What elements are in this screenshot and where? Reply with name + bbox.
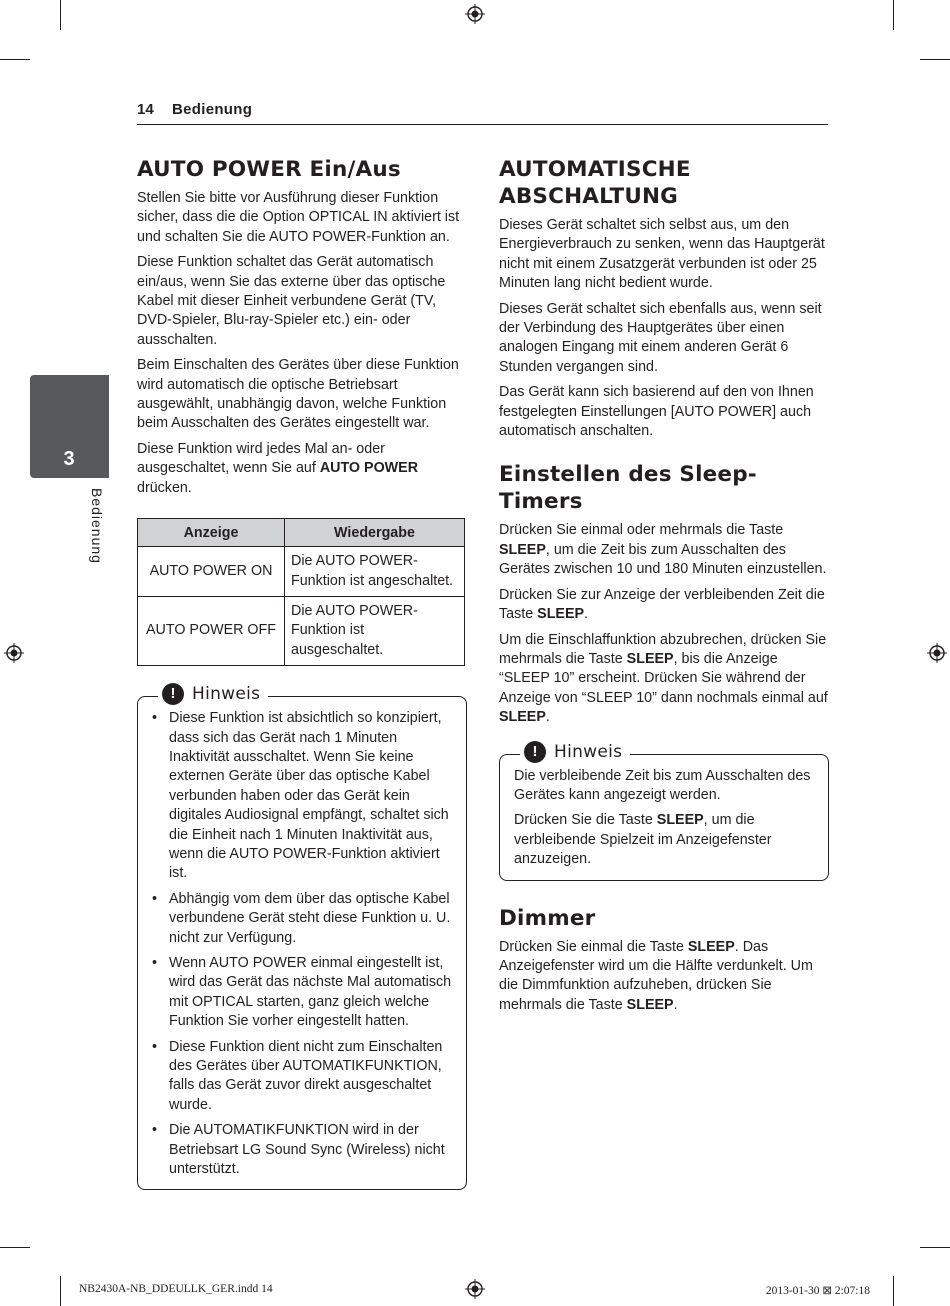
table-cell: AUTO POWER OFF [138, 597, 285, 666]
paragraph [499, 586, 829, 625]
paragraph: Die verbleibende Zeit bis zum Ausschalten des Gerätes kann angezeigt werden. [514, 767, 811, 803]
paragraph [499, 938, 829, 1016]
spacer [499, 447, 829, 461]
column-header: Anzeige [138, 519, 285, 547]
paragraph [499, 631, 829, 728]
crop-mark [60, 0, 61, 30]
crop-mark [920, 59, 950, 60]
page-number: 14 [137, 101, 154, 118]
paragraph [499, 521, 829, 579]
paragraph: Beim Einschalten des Gerätes über diese Funktion wird automatisch die optische Betriebsart ausgewählt, unabhängig davon, welche Funktion beim Ausschalten des Gerätes eingestellt war. [137, 357, 459, 432]
text: . [673, 996, 678, 1013]
table-cell: AUTO POWER ON [138, 547, 285, 597]
table-row [138, 547, 465, 597]
list-item: • Die AUTOMATIKFUNKTION wird in der Betriebsart LG Sound Sync (Wireless) nicht unterstützt. [152, 1121, 456, 1179]
exclamation-icon: ! [524, 741, 546, 763]
spacer [499, 881, 829, 905]
section-title-auto-power: AUTO POWER Ein/Aus [137, 157, 401, 182]
key-name: SLEEP [656, 812, 704, 829]
text: , bis die Anzeige “SLEEP 10” erscheint. Drücken Sie während der Anzeige von “SLEEP 10” dann nochmals einmal auf [499, 650, 828, 706]
section-title-sleep-timer: Einstellen des Sleep-Timers [499, 462, 757, 515]
key-name: SLEEP [499, 541, 546, 558]
paragraph: Diese Funktion schaltet das Gerät automatisch ein/aus, wenn Sie das externe über das optische Kabel mit dieser Einheit verbundene Gerät (TV, DVD-Spieler, Blu-ray-Spieler etc.) ein- oder ausschalten. [137, 254, 446, 348]
paragraph: Dieses Gerät schaltet sich ebenfalls aus, wenn seit der Verbindung des Hauptgerätes über einen analogen Eingang mit einem anderen Gerät 6 Stunden vergangen sind. [499, 300, 822, 375]
note-list [152, 709, 456, 1179]
list-item: • Diese Funktion ist absichtlich so konzipiert, dass sich das Gerät nach 1 Minuten Inaktivität ausschaltet. Wenn Sie keine externen Geräte über das optische Kabel verbunden haben oder das Gerät kein digitales Audiosignal empfängt, schaltet sich die Einheit nach 1 Minuten Inaktivität aus, wenn die AUTO POWER-Funktion aktiviert ist. [152, 709, 456, 884]
key-name: SLEEP [687, 938, 735, 955]
note-heading [520, 741, 630, 763]
paragraph: Das Gerät kann sich basierend auf den von Ihnen festgelegten Einstellungen [AUTO POWER] auch automatisch anschalten. [499, 384, 814, 440]
note-box [499, 741, 829, 881]
text: , um die verbleibende Spielzeit im Anzeigefenster anzuzeigen. [514, 812, 772, 868]
table-header-row [138, 519, 465, 547]
chapter-label: Bedienung [89, 488, 105, 564]
table-cell: Die AUTO POWER-Funktion ist angeschaltet. [285, 547, 465, 597]
header-divider [137, 124, 828, 125]
paragraph [137, 440, 467, 498]
paragraph: Dieses Gerät schaltet sich selbst aus, um den Energieverbrauch zu senken, wenn das Hauptgerät nicht mit einem Zusatzgerät verbunden ist oder 25 Minuten lang nicht bedient wurde. [499, 217, 825, 292]
exclamation-icon: ! [162, 683, 184, 705]
text: Drücken Sie zur Anzeige der verbleibenden Zeit die Taste [499, 586, 825, 623]
text: drücken. [137, 479, 192, 496]
section-title-dimmer: Dimmer [499, 905, 596, 931]
auto-power-table [137, 518, 465, 666]
key-name: SLEEP [626, 996, 674, 1013]
text: . [584, 606, 589, 623]
registration-mark-icon [4, 643, 24, 663]
key-name: AUTO POWER [319, 460, 419, 477]
left-column [137, 156, 467, 1190]
list-item: • Diese Funktion dient nicht zum Einschalten des Gerätes über AUTOMATIKFUNKTION, falls das Gerät zuvor direkt ausgeschaltet wurde. [152, 1038, 456, 1116]
text: , um die Zeit bis zum Ausschalten des Gerätes zwischen 10 und 180 Minuten einzustellen. [499, 541, 827, 578]
text: Um die Einschlaffunktion abzubrechen, drücken Sie mehrmals die Taste [499, 631, 827, 667]
registration-mark-icon [465, 1279, 485, 1299]
crop-mark [60, 1276, 61, 1306]
key-name: SLEEP [499, 709, 546, 726]
crop-mark [0, 1247, 30, 1248]
section-title-auto-shutdown: AUTOMATISCHE ABSCHALTUNG [499, 157, 691, 209]
list-item: • Abhängig vom dem über das optische Kabel verbundene Gerät steht diese Funktion u. U. nicht zur Verfügung. [152, 890, 456, 948]
text: Drücken Sie einmal die Taste [499, 938, 688, 955]
list-item: • Wenn AUTO POWER einmal eingestellt ist, wird das Gerät das nächste Mal automatisch mit OPTICAL starten, ganz gleich welche Funktion Sie vorher eingestellt hatten. [152, 954, 456, 1032]
right-column [499, 156, 829, 1021]
registration-mark-icon [465, 4, 485, 24]
text: . [545, 709, 550, 726]
footer-timestamp: 2013-01-30 ⊠ 2:07:18 [765, 1285, 870, 1297]
registration-mark-icon [927, 643, 947, 663]
column-header: Wiedergabe [285, 519, 465, 547]
note-title: Hinweis [192, 684, 261, 705]
paragraph: Stellen Sie bitte vor Ausführung dieser Funktion sicher, dass die die Option OPTICAL IN aktiviert ist und schalten Sie die AUTO POWER-Funktion an. [137, 190, 460, 245]
paragraph [514, 811, 818, 869]
table-row [138, 597, 465, 666]
note-heading [158, 683, 268, 705]
footer-filename: NB2430A-NB_DDEULLK_GER.indd 14 [79, 1283, 273, 1295]
crop-mark [893, 1276, 894, 1306]
key-name: SLEEP [626, 650, 674, 667]
text: Drücken Sie die Taste [514, 812, 657, 829]
crop-mark [893, 0, 894, 30]
text: Drücken Sie einmal oder mehrmals die Taste [499, 522, 784, 539]
text: . Das Anzeigefenster wird um die Hälfte verdunkelt. Um die Dimmfunktion aufzuheben, drücken Sie mehrmals die Taste [499, 938, 813, 1013]
crop-mark [920, 1247, 950, 1248]
note-title: Hinweis [554, 741, 623, 762]
chapter-number: 3 [63, 448, 75, 470]
note-box [137, 684, 467, 1190]
text: Diese Funktion wird jedes Mal an- oder ausgeschaltet, wenn Sie auf [137, 440, 385, 477]
key-name: SLEEP [537, 606, 585, 623]
crop-mark [0, 59, 30, 60]
header-section-name: Bedienung [172, 101, 253, 118]
table-cell: Die AUTO POWER-Funktion ist ausgeschaltet. [285, 597, 465, 666]
